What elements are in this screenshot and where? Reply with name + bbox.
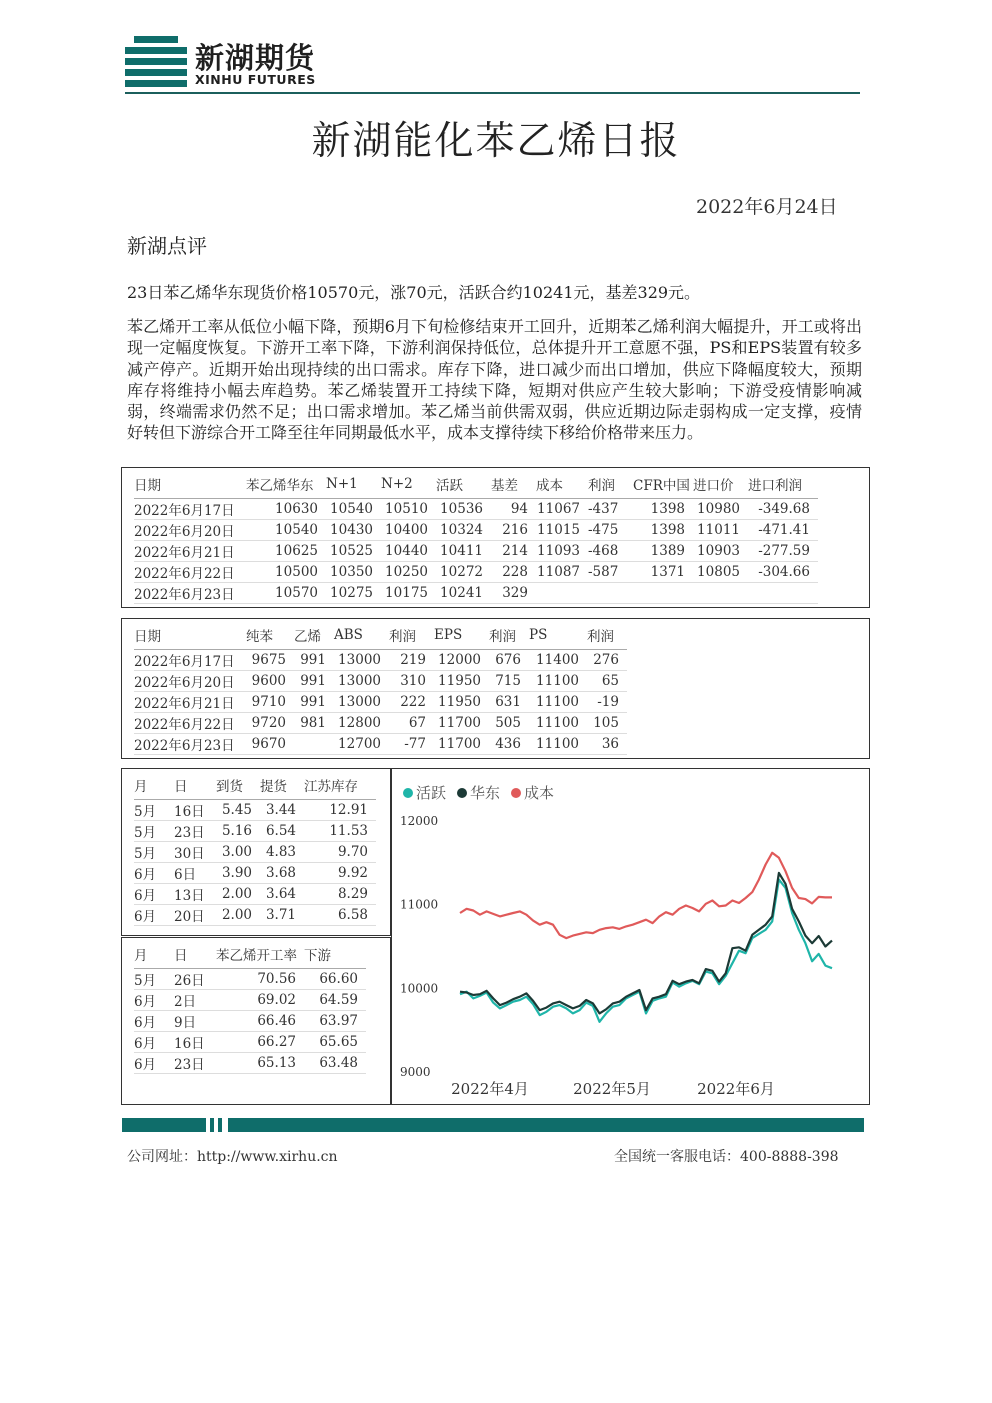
table-cell: 13000	[334, 671, 389, 692]
table-cell: 10350	[326, 562, 381, 583]
table-cell: 310	[389, 671, 434, 692]
table-cell: 16日	[174, 1032, 216, 1053]
table-cell: 11087	[536, 562, 588, 583]
x-tick-label: 2022年4月	[451, 1080, 529, 1098]
column-header: 利润	[587, 623, 627, 650]
table-cell: -19	[587, 692, 627, 713]
table-cell: -468	[588, 541, 633, 562]
column-header: N+2	[381, 472, 436, 499]
legend-marker-1	[457, 788, 467, 798]
table-cell: 6月	[134, 990, 174, 1011]
table-cell: 276	[587, 650, 627, 671]
column-header: 苯乙烯华东	[246, 472, 326, 499]
column-header: 日期	[134, 623, 246, 650]
table-cell: 10903	[693, 541, 748, 562]
column-header: 提货	[260, 773, 304, 800]
table-cell: 10275	[326, 583, 381, 604]
table-cell: 6月	[134, 1053, 174, 1074]
table-cell: 11950	[434, 671, 489, 692]
table-cell: 63.48	[304, 1053, 366, 1074]
table-cell: 11950	[434, 692, 489, 713]
table-cell: 11.53	[304, 821, 376, 842]
table-cell: 3.68	[260, 863, 304, 884]
footer-website: 公司网址：http://www.xirhu.cn	[127, 1149, 338, 1165]
table-row	[134, 541, 818, 562]
table-cell: 67	[389, 713, 434, 734]
table-cell: 5月	[134, 969, 174, 990]
operating-rate-table-box	[121, 937, 391, 1105]
summary-text: 23日苯乙烯华东现货价格10570元，涨70元，活跃合约10241元，基差329元。	[127, 283, 701, 302]
table-cell: 6日	[174, 863, 216, 884]
table-cell: 70.56	[216, 969, 304, 990]
table-row	[134, 692, 627, 713]
price-chart	[391, 768, 870, 1105]
table-cell: 10570	[246, 583, 326, 604]
logo-mark-icon	[125, 36, 187, 90]
price-chart-svg	[392, 769, 869, 1104]
table-cell: 11100	[529, 671, 587, 692]
table-cell: 2022年6月17日	[134, 650, 246, 671]
footer-decor-bar	[122, 1118, 864, 1132]
table-cell: 3.44	[260, 800, 304, 821]
downstream-table-box	[121, 618, 870, 759]
table-cell: -475	[588, 520, 633, 541]
table-row	[134, 842, 376, 863]
column-header: 活跃	[436, 472, 491, 499]
decor-block	[210, 1118, 214, 1132]
table-row	[134, 671, 627, 692]
table-cell: 65	[587, 671, 627, 692]
legend-label-0: 活跃	[416, 784, 447, 802]
column-header: 江苏库存	[304, 773, 376, 800]
table-cell: 991	[294, 692, 334, 713]
logo-english-name: XINHU FUTURES	[195, 72, 316, 87]
table-cell: 69.02	[216, 990, 304, 1011]
column-header: 成本	[536, 472, 588, 499]
table-header-row	[134, 773, 376, 800]
table-cell: 2022年6月21日	[134, 541, 246, 562]
table-row	[134, 884, 376, 905]
table-row	[134, 990, 366, 1011]
decor-block	[218, 1118, 222, 1132]
table-cell: 11400	[529, 650, 587, 671]
table-cell: 10540	[326, 499, 381, 520]
table-cell: 10272	[436, 562, 491, 583]
table-cell: 2022年6月21日	[134, 692, 246, 713]
column-header: 到货	[216, 773, 260, 800]
table-cell: 505	[489, 713, 529, 734]
table-cell: 8.29	[304, 884, 376, 905]
table-cell: 6.54	[260, 821, 304, 842]
table-cell: -277.59	[748, 541, 818, 562]
table-cell: 6月	[134, 884, 174, 905]
legend-marker-0	[403, 788, 413, 798]
x-tick-label: 2022年6月	[697, 1080, 775, 1098]
table-cell: 222	[389, 692, 434, 713]
table-cell: 214	[491, 541, 536, 562]
table-cell: 11100	[529, 692, 587, 713]
table-row	[134, 499, 818, 520]
inventory-table-box	[121, 768, 391, 936]
table-cell	[748, 583, 818, 604]
report-date: 2022年6月24日	[696, 196, 838, 218]
x-tick-label: 2022年5月	[573, 1080, 651, 1098]
table-cell: 329	[491, 583, 536, 604]
table-row	[134, 734, 627, 755]
column-header: CFR中国	[633, 472, 693, 499]
table-cell: -437	[588, 499, 633, 520]
table-cell: 6月	[134, 1011, 174, 1032]
decor-block	[228, 1118, 864, 1132]
table-cell: -587	[588, 562, 633, 583]
table-cell: 9.92	[304, 863, 376, 884]
table-cell: 2022年6月23日	[134, 583, 246, 604]
table-cell: 216	[491, 520, 536, 541]
footer-hotline: 全国统一客服电话：400-8888-398	[614, 1149, 839, 1165]
table-cell: 11700	[434, 713, 489, 734]
analysis-text: 苯乙烯开工率从低位小幅下降，预期6月下旬检修结束开工回升，近期苯乙烯利润大幅提升，开工或将出现一定幅度恢复。下游开工率下降，下游利润保持低位，总体提升开工意愿不强，PS和EPS装置有较多减产停产。近期开始出现持续的出口需求。库存下降，进口减少而出口增加，供应下降幅度较大，预期库存将维持小幅去库趋势。苯乙烯装置开工持续下降，短期对供应产生较大影响；下游受疫情影响减弱，终端需求仍然不足；出口需求增加。苯乙烯当前供需双弱，供应近期边际走弱构成一定支撑，疫情好转但下游综合开工降至往年同期最低水平，成本支撑待续下移给价格带来压力。	[127, 317, 862, 443]
table-cell: 5.16	[216, 821, 260, 842]
table-cell: 13日	[174, 884, 216, 905]
table-cell: -304.66	[748, 562, 818, 583]
table-cell: 981	[294, 713, 334, 734]
table-cell: 66.60	[304, 969, 366, 990]
column-header: 利润	[389, 623, 434, 650]
table-cell: 9720	[246, 713, 294, 734]
logo-chinese-name: 新湖期货	[195, 41, 316, 75]
table-cell: 10805	[693, 562, 748, 583]
column-header: N+1	[326, 472, 381, 499]
table-cell: 6月	[134, 905, 174, 926]
table-header-row	[134, 472, 818, 499]
table-cell: 3.90	[216, 863, 260, 884]
table-cell: 9日	[174, 1011, 216, 1032]
y-tick-label: 10000	[400, 981, 439, 996]
column-header: EPS	[434, 623, 489, 650]
table-cell: 991	[294, 671, 334, 692]
table-row	[134, 821, 376, 842]
table-cell: -349.68	[748, 499, 818, 520]
table-cell: 3.00	[216, 842, 260, 863]
company-logo	[125, 34, 325, 94]
table-row	[134, 713, 627, 734]
table-cell: 94	[491, 499, 536, 520]
table-cell: 2日	[174, 990, 216, 1011]
y-tick-label: 9000	[400, 1065, 431, 1079]
y-tick-label: 11000	[400, 897, 439, 912]
table-cell: 2.00	[216, 905, 260, 926]
table-cell: 2022年6月22日	[134, 713, 246, 734]
table-cell: 715	[489, 671, 529, 692]
table-cell: 30日	[174, 842, 216, 863]
table-cell: 9710	[246, 692, 294, 713]
table-cell: 10400	[381, 520, 436, 541]
table-cell: 436	[489, 734, 529, 755]
table-cell: 10536	[436, 499, 491, 520]
table-cell: 4.83	[260, 842, 304, 863]
column-header: 进口价	[693, 472, 748, 499]
table-cell: 1371	[633, 562, 693, 583]
legend-label-1: 华东	[470, 784, 501, 802]
table-cell: 12000	[434, 650, 489, 671]
table-cell: 13000	[334, 692, 389, 713]
table-cell: 10510	[381, 499, 436, 520]
operating-rate-table	[134, 942, 366, 1074]
table-cell: 2022年6月20日	[134, 520, 246, 541]
table-cell: 1398	[633, 520, 693, 541]
table-cell	[693, 583, 748, 604]
y-tick-label: 12000	[400, 814, 439, 828]
column-header: 月	[134, 773, 174, 800]
column-header: ABS	[334, 623, 389, 650]
column-header: 下游	[304, 942, 366, 969]
table-cell: 2022年6月22日	[134, 562, 246, 583]
table-cell: 6月	[134, 863, 174, 884]
table-cell: 10411	[436, 541, 491, 562]
table-cell: 9600	[246, 671, 294, 692]
table-cell: 2022年6月20日	[134, 671, 246, 692]
table-cell: 65.65	[304, 1032, 366, 1053]
table-cell: 6.58	[304, 905, 376, 926]
table-cell: 10250	[381, 562, 436, 583]
table-cell: 10980	[693, 499, 748, 520]
column-header: 基差	[491, 472, 536, 499]
table-header-row	[134, 942, 366, 969]
table-row	[134, 1011, 366, 1032]
table-cell: 10525	[326, 541, 381, 562]
table-cell: 676	[489, 650, 529, 671]
table-cell: 11100	[529, 713, 587, 734]
series-line-0	[460, 880, 832, 1022]
table-cell: 1389	[633, 541, 693, 562]
table-row	[134, 863, 376, 884]
table-cell: 11100	[529, 734, 587, 755]
table-cell: 10540	[246, 520, 326, 541]
table-row	[134, 905, 376, 926]
table-cell: 23日	[174, 821, 216, 842]
table-cell: 11700	[434, 734, 489, 755]
header-divider	[125, 92, 860, 94]
legend-label-2: 成本	[524, 784, 555, 802]
column-header: 利润	[489, 623, 529, 650]
table-row	[134, 583, 818, 604]
table-row	[134, 562, 818, 583]
column-header: 日	[174, 942, 216, 969]
column-header: 日	[174, 773, 216, 800]
table-cell: 9.70	[304, 842, 376, 863]
table-cell: 16日	[174, 800, 216, 821]
table-cell: 10440	[381, 541, 436, 562]
table-cell: 11067	[536, 499, 588, 520]
table-cell	[536, 583, 588, 604]
table-cell: -471.41	[748, 520, 818, 541]
table-cell: 991	[294, 650, 334, 671]
section-title: 新湖点评	[127, 234, 207, 258]
table-cell: 2.00	[216, 884, 260, 905]
table-cell: 12700	[334, 734, 389, 755]
table-cell: 65.13	[216, 1053, 304, 1074]
column-header: 乙烯	[294, 623, 334, 650]
table-cell: 66.46	[216, 1011, 304, 1032]
table-cell: 9670	[246, 734, 294, 755]
table-cell	[633, 583, 693, 604]
table-cell: 5月	[134, 800, 174, 821]
table-cell: 228	[491, 562, 536, 583]
table-cell: 10241	[436, 583, 491, 604]
table-row	[134, 520, 818, 541]
table-cell: 2022年6月23日	[134, 734, 246, 755]
table-row	[134, 800, 376, 821]
legend-marker-2	[511, 788, 521, 798]
page-title: 新湖能化苯乙烯日报	[311, 119, 681, 164]
table-cell	[588, 583, 633, 604]
price-table	[134, 472, 818, 604]
table-cell: 10625	[246, 541, 326, 562]
table-cell: 5月	[134, 821, 174, 842]
table-cell: 11011	[693, 520, 748, 541]
table-cell: 26日	[174, 969, 216, 990]
column-header: 利润	[588, 472, 633, 499]
table-cell: 9675	[246, 650, 294, 671]
table-cell: 10500	[246, 562, 326, 583]
table-cell: 5月	[134, 842, 174, 863]
decor-block	[122, 1118, 206, 1132]
table-cell: 3.71	[260, 905, 304, 926]
table-cell: 11015	[536, 520, 588, 541]
column-header: 月	[134, 942, 174, 969]
table-row	[134, 1032, 366, 1053]
column-header: PS	[529, 623, 587, 650]
table-cell: -77	[389, 734, 434, 755]
table-cell: 36	[587, 734, 627, 755]
table-cell: 11093	[536, 541, 588, 562]
table-cell: 6月	[134, 1032, 174, 1053]
table-cell: 12800	[334, 713, 389, 734]
table-row	[134, 1053, 366, 1074]
series-line-1	[460, 873, 832, 1014]
table-cell: 1398	[633, 499, 693, 520]
table-header-row	[134, 623, 627, 650]
table-cell: 10175	[381, 583, 436, 604]
table-cell: 631	[489, 692, 529, 713]
table-cell: 3.64	[260, 884, 304, 905]
table-cell: 12.91	[304, 800, 376, 821]
table-row	[134, 650, 627, 671]
table-cell: 66.27	[216, 1032, 304, 1053]
inventory-table	[134, 773, 376, 926]
table-cell: 2022年6月17日	[134, 499, 246, 520]
table-cell: 20日	[174, 905, 216, 926]
column-header: 日期	[134, 472, 246, 499]
table-cell: 23日	[174, 1053, 216, 1074]
column-header: 苯乙烯开工率	[216, 942, 304, 969]
downstream-profit-table	[134, 623, 627, 755]
table-cell: 64.59	[304, 990, 366, 1011]
table-cell	[294, 734, 334, 755]
column-header: 纯苯	[246, 623, 294, 650]
column-header: 进口利润	[748, 472, 818, 499]
price-table-box	[121, 467, 870, 608]
table-cell: 5.45	[216, 800, 260, 821]
table-cell: 105	[587, 713, 627, 734]
table-row	[134, 969, 366, 990]
table-cell: 10430	[326, 520, 381, 541]
table-cell: 219	[389, 650, 434, 671]
table-cell: 10324	[436, 520, 491, 541]
table-cell: 10630	[246, 499, 326, 520]
table-cell: 13000	[334, 650, 389, 671]
table-cell: 63.97	[304, 1011, 366, 1032]
